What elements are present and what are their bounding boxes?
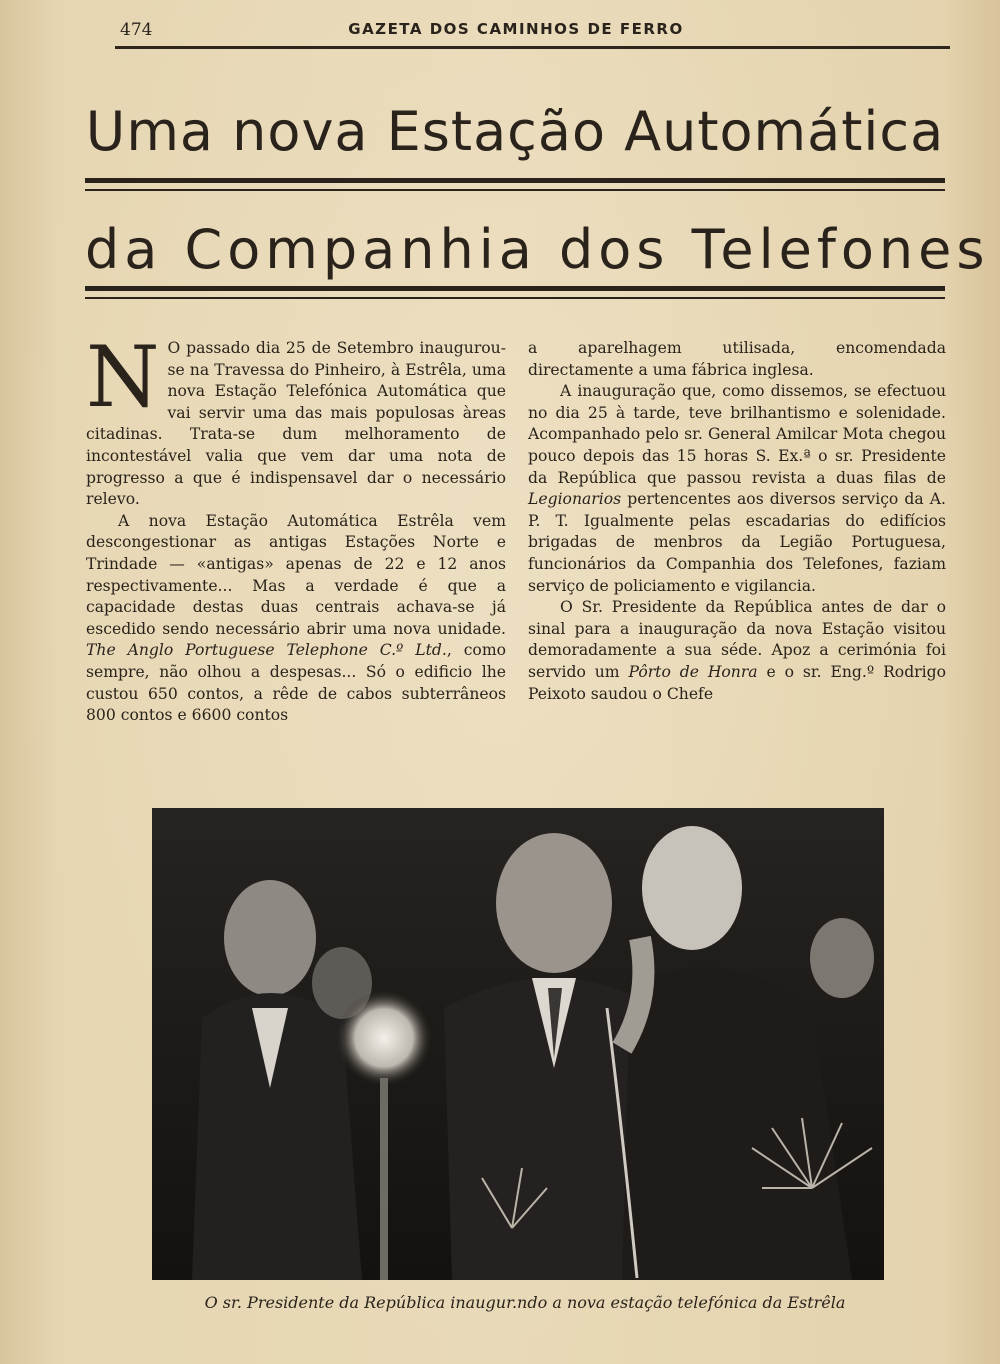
dropcap-letter: N — [86, 328, 160, 426]
title-rule-thin-2 — [85, 297, 945, 299]
page-number: 474 — [120, 20, 153, 40]
title-rule-thick-2 — [85, 286, 945, 291]
paragraph-4: A inauguração que, como dissemos, se efectuou no dia 25 à tarde, teve brilhantismo e solenidade. Acompanhado pelo sr. General Amilcar Mota chegou pouco depois das 15 horas S. Ex.ª o sr. Presidente da República que passou revista a duas filas de Legionarios pertencentes aos diversos serviço da A. P. T. Igualmente pelas escadarias do edifícios brigadas de menbros da Legião Portuguesa, funcionários da Companhia dos Telefones, faziam serviço de policiamento e vigilancia. — [528, 382, 946, 595]
title-rule-thin-1 — [85, 189, 945, 191]
title-rule-thick-1 — [85, 178, 945, 183]
page-header — [88, 18, 944, 44]
photo-caption: O sr. Presidente da República inaugur.ndo a nova estação telefónica da Estrêla — [204, 1293, 846, 1312]
paragraph-2: A nova Estação Automática Estrêla vem descongestionar as antigas Estações Norte e Trindade — «antigas» apenas de 22 e 12 anos respectivamente... Mas a verdade é que a capacidade destas duas centrais achava-se já escedido sendo necessário abrir uma nova unidade. The Anglo Portuguese Telephone C.º Ltd., como sempre, não olhou a despesas... Só o edificio lhe custou 650 contos, a rêde de cabos subterrâneos 800 contos e 6600 contos — [86, 511, 506, 725]
paragraph-5: O Sr. Presidente da República antes de dar o sinal para a inauguração da nova Estação visitou demoradamente a sua séde. Apoz a cerimónia foi servido um Pôrto de Honra e o sr. Eng.º Rodrigo Peixoto saudou o Chefe — [528, 598, 946, 703]
article-title-line-1: Uma nova Estação Automática — [85, 100, 945, 163]
article-column-left — [86, 328, 506, 727]
paragraph-1: N O passado dia 25 de Setembro inaugurou-se na Travessa do Pinheiro, à Estrêla, uma nova Estação Telefónica Automática que vai servir uma das mais populosas àreas citadinas. Trata-se dum melhoramento de incontestável valia que vem dar uma nota de progresso a que é indispensavel dar o necessário relevo. — [86, 328, 506, 509]
running-title: GAZETA DOS CAMINHOS DE FERRO — [348, 20, 684, 38]
photo-illustration — [152, 808, 884, 1280]
inauguration-photo — [152, 808, 884, 1280]
header-rule — [115, 46, 950, 49]
article-title-line-2: da Companhia dos Telefones — [85, 218, 990, 281]
company-name: The Anglo Portuguese Telephone C.º Ltd. — [86, 641, 447, 660]
paragraph-3: a aparelhagem utilisada, encomendada directamente a uma fábrica inglesa. — [528, 339, 946, 379]
article-column-right — [528, 338, 946, 705]
